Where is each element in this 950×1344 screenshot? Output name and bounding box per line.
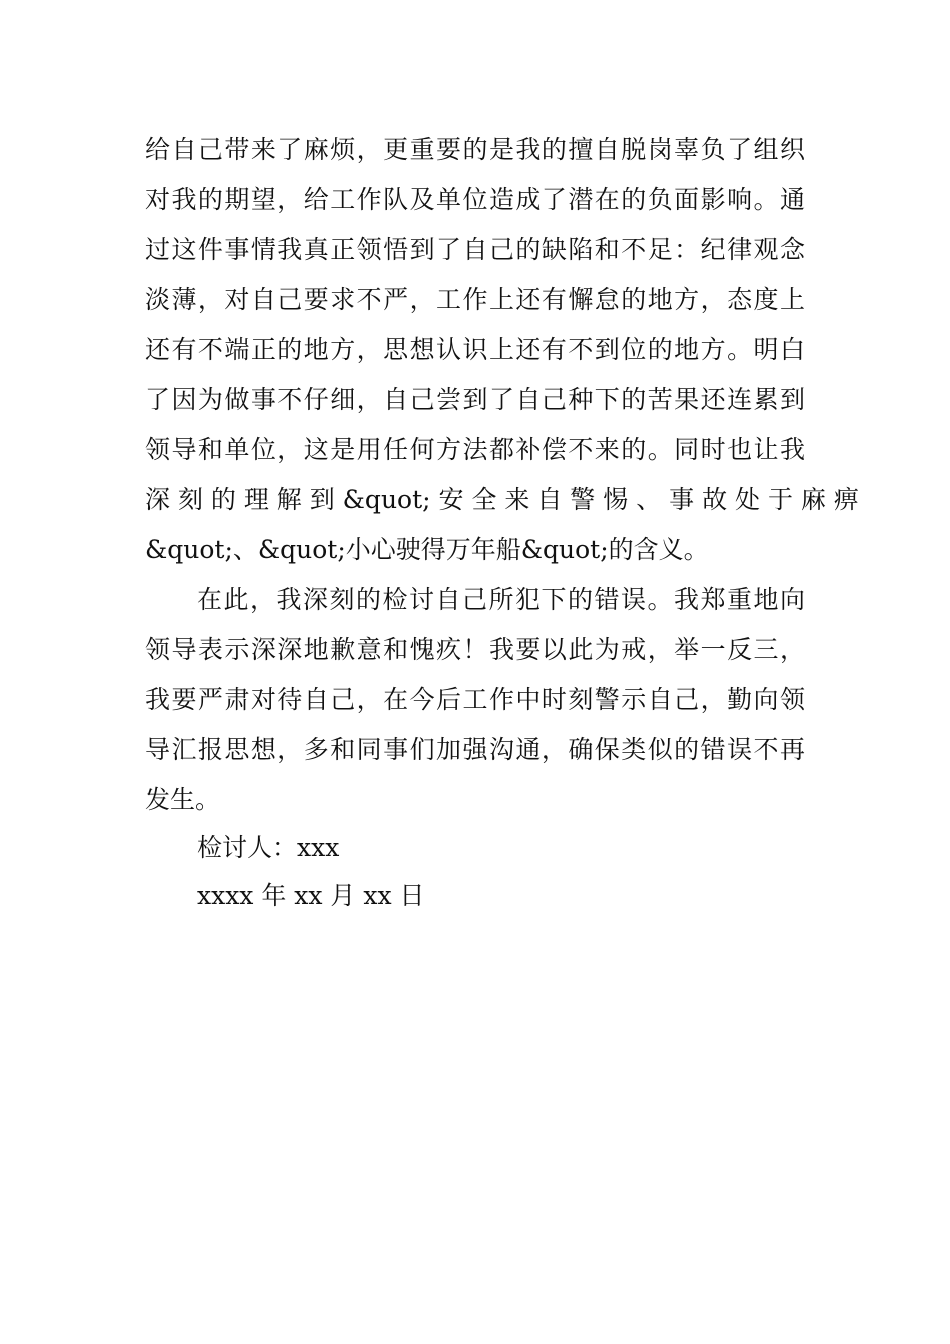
paragraph-1-line-6: 了因为做事不仔细，自己尝到了自己种下的苦果还连累到 [145, 385, 805, 414]
signature-author: 检讨人：xxx [197, 833, 340, 862]
paragraph-2-line-3: 我要严肃对待自己，在今后工作中时刻警示自己，勤向领 [145, 685, 805, 714]
paragraph-1-line-5: 还有不端正的地方，思想认识上还有不到位的地方。明白 [145, 335, 805, 364]
signature-date: xxxx 年 xx 月 xx 日 [197, 881, 425, 910]
paragraph-2-line-1: 在此，我深刻的检讨自己所犯下的错误。我郑重地向 [197, 585, 805, 614]
paragraph-1-line-7: 领导和单位，这是用任何方法都补偿不来的。同时也让我 [145, 435, 805, 464]
paragraph-2-line-5: 发生。 [145, 785, 221, 814]
paragraph-1-line-9: &quot;、&quot;小心驶得万年船&quot;的含义。 [145, 535, 709, 564]
paragraph-1-line-2: 对我的期望，给工作队及单位造成了潜在的负面影响。通 [145, 185, 805, 214]
paragraph-2-line-4: 导汇报思想，多和同事们加强沟通，确保类似的错误不再 [145, 735, 805, 764]
paragraph-1-line-3: 过这件事情我真正领悟到了自己的缺陷和不足：纪律观念 [145, 235, 805, 264]
paragraph-2-line-2: 领导表示深深地歉意和愧疚！我要以此为戒，举一反三， [145, 635, 805, 664]
paragraph-1-line-8: 深 刻 的 理 解 到 &quot; 安 全 来 自 警 惕 、 事 故 处 于 麻 痹 [145, 485, 859, 514]
paragraph-1-line-1: 给自己带来了麻烦，更重要的是我的擅自脱岗辜负了组织 [145, 135, 805, 164]
paragraph-1-line-4: 淡薄，对自己要求不严，工作上还有懈怠的地方，态度上 [145, 285, 805, 314]
